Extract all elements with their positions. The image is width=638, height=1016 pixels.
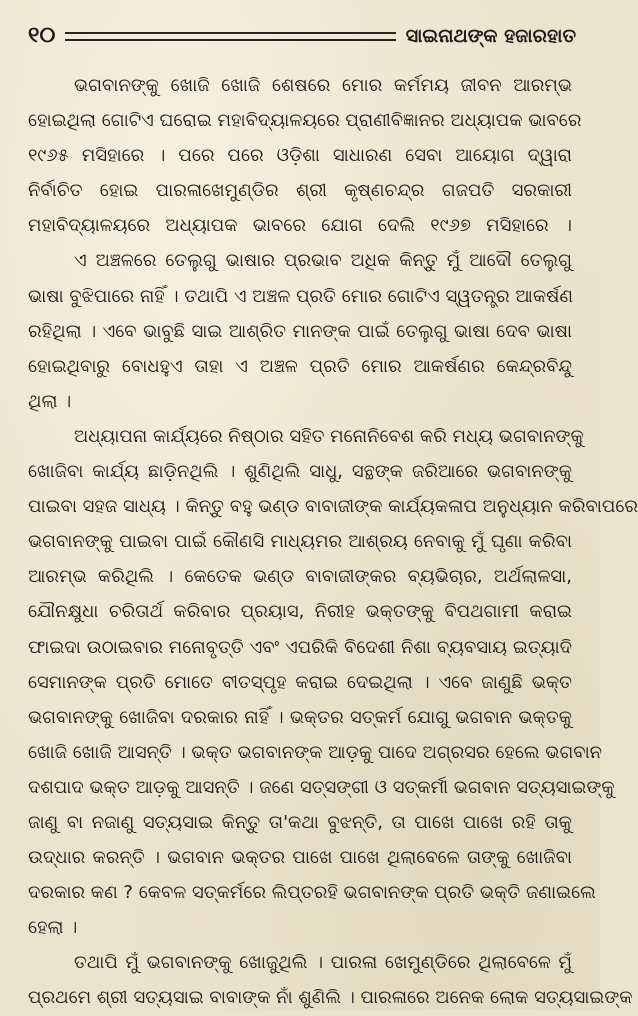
page-header xyxy=(28,18,576,54)
text-line: ଅଧ୍ୟାପନା କାର୍ଯ୍ୟରେ ନିଷ୍ଠାର ସହିତ ମନୋନିବେଶ କରି ମଧ୍ୟ ଭଗବାନଙ୍କୁ xyxy=(74,425,584,447)
text-line: ଯୌନକ୍ଷୁଧା ଚରିତାର୍ଥ କରିବାର ପ୍ରୟାସ, ନିରୀହ ଭକ୍ତଙ୍କୁ ବିପଥଗାମୀ କରାଇ xyxy=(28,601,572,623)
running-title: ସାଇନାଥଙ୍କ ହଜାରହାତ xyxy=(405,25,576,47)
text-line: ଦରକାର କଣ ? କେବଳ ସତ୍‌କର୍ମରେ ଲିପ୍ତରହି ଭଗବାନଙ୍କ ପ୍ରତି ଭକ୍ତି ଜଣାଇଲେ xyxy=(28,882,596,904)
text-line: ଦଶପାଦ ଭକ୍ତ ଆଡ଼କୁ ଆସନ୍ତି । ଜଣେ ସତ୍‌ସଙ୍ଗୀ ଓ ସତ୍‌କର୍ମୀ ଭଗବାନ ସତ୍ୟସାଇଙ୍କୁ xyxy=(28,776,615,798)
text-line: ଖୋଜି ଖୋଜି ଆସନ୍ତି । ଭକ୍ତ ଭଗବାନଙ୍କ ଆଡ଼କୁ ପାଦେ ଅଗ୍ରସର ହେଲେ ଭଗବାନ xyxy=(28,741,603,763)
text-line: ଭଗବାନଙ୍କୁ ଖୋଜିବା ଦରକାର ନାହିଁ । ଭକ୍ତର ସତ୍‌କର୍ମ ଯୋଗୁ ଭଗବାନ ଭକ୍ତକୁ xyxy=(28,706,572,728)
text-line: ଖୋଜିବା କାର୍ଯ୍ୟ ଛାଡ଼ିନଥିଲି । ଶୁଣିଥିଲି ସାଧୁ, ସନ୍ଥଙ୍କ ଜରିଆରେ ଭଗବାନଙ୍କୁ xyxy=(28,461,572,483)
page-number: ୧୦ xyxy=(28,23,56,48)
text-line: ରହିଥିଲା । ଏବେ ଭାବୁଛି ସାଇ ଆଶ୍ରିତ ମାନଙ୍କ ପାଇଁ ତେଲୁଗୁ ଭାଷା ଦେବ ଭାଷା xyxy=(28,320,572,342)
text-line: ଉଦ୍ଧାର କରନ୍ତି । ଭଗବାନ ଭକ୍ତର ପାଖେ ପାଖେ ଥିଲାବେଳେ ତାଙ୍କୁ ଖୋଜିବା xyxy=(28,847,572,869)
text-line: ଏ ଅଞ୍ଚଳରେ ତେଲୁଗୁ ଭାଷାର ପ୍ରଭାବ ଅଧିକ କିନ୍ତୁ ମୁଁ ଆଦୌ ତେଲୁଗୁ xyxy=(74,250,572,272)
text-line: ପାଇବା ସହଜ ସାଧ୍ୟ । କିନ୍ତୁ ବହୁ ଭଣ୍ଡ ବାବାଜୀଙ୍କ କାର୍ଯ୍ୟକଳାପ ଅନୁଧ୍ୟାନ କରିବାପରେ xyxy=(28,496,638,518)
text-line: ଫାଇଦା ଉଠାଇବାର ମନୋବୃତ୍ତି ଏବଂ ଏପରିକି ବିଦେଶୀ ନିଶା ବ୍ୟବସାୟ ଇତ୍ୟାଦି xyxy=(28,636,572,658)
text-line: ପ୍ରଥମେ ଶ୍ରୀ ସତ୍ୟସାଇ ବାବାଙ୍କ ନାଁ ଶୁଣିଲି । ପାରଳାରେ ଅନେକ ଲୋକ ସତ୍ୟସାଇଙ୍କ xyxy=(28,987,633,1009)
text-line: ଭଗବାନଙ୍କୁ ଖୋଜି ଖୋଜି ଶେଷରେ ମୋର କର୍ମମୟ ଜୀବନ ଆରମ୍ଭ xyxy=(74,75,572,96)
text-line: ଜାଣୁ ବା ନଜାଣୁ ସତ୍ୟସାଇ କିନ୍ତୁ ତା'କଥା ବୁଝନ୍ତି, ତା ପାଖେ ପାଖେ ରହି ତାକୁ xyxy=(28,811,572,833)
text-line: ସେମାନଙ୍କ ପ୍ରତି ମୋତେ ବୀତସ୍ପୃହ କରାଇ ଦେଇଥିଲା । ଏବେ ଜାଣୁଛି ଭକ୍ତ xyxy=(28,671,572,693)
text-line: ତଥାପି ମୁଁ ଭଗବାନଙ୍କୁ ଖୋଜୁଥିଲି । ପାରଳା ଖେମୁଣ୍ଡିରେ ଥିଲାବେଳେ ମୁଁ xyxy=(74,952,572,974)
text-line: ହୋଇଥିବାରୁ ବୋଧହୁଏ ତାହା ଏ ଅଞ୍ଚଳ ପ୍ରତି ମୋର ଆକର୍ଷଣର କେନ୍ଦ୍ରବିନ୍ଦୁ xyxy=(28,355,572,377)
text-line: ଆରମ୍ଭ କରିଥିଲି । କେତେକ ଭଣ୍ଡ ବାବାଜୀଙ୍କର ବ୍ୟଭିଚାର, ଅର୍ଥଲାଳସା, xyxy=(28,566,572,588)
header-double-rule xyxy=(65,32,395,41)
text-line: ମହାବିଦ୍ୟାଳୟରେ ଅଧ୍ୟାପକ ଭାବରେ ଯୋଗ ଦେଲି ୧୯୬୭ ମସିହାରେ । xyxy=(28,215,572,237)
text-line: ହେଲା । xyxy=(28,917,78,939)
text-line: ହୋଇଥିଲା ଗୋଟିଏ ଘରୋଇ ମହାବିଦ୍ୟାଳୟରେ ପ୍ରାଣୀବିଜ୍ଞାନର ଅଧ୍ୟାପକ ଭାବରେ xyxy=(28,110,582,132)
text-line: ଭଗବାନଙ୍କୁ ପାଇବା ପାଇଁ କୌଣସି ମାଧ୍ୟମର ଆଶ୍ରୟ ନେବାକୁ ମୁଁ ଘୃଣା କରିବା xyxy=(28,531,572,553)
text-line: ଥିଲା । xyxy=(28,390,72,412)
text-line: ୧୯୬୫ ମସିହାରେ । ପରେ ପରେ ଓଡ଼ିଶା ସାଧାରଣ ସେବା ଆୟୋଗ ଦ୍ୱାରା xyxy=(28,145,572,167)
body-text xyxy=(28,68,638,1016)
text-line: ନିର୍ବାଚିତ ହୋଇ ପାରଳାଖେମୁଣ୍ଡିର ଶ୍ରୀ କୃଷ୍ଣଚନ୍ଦ୍ର ଗଜପତି ସରକାରୀ xyxy=(28,180,572,202)
text-line: ଭାଷା ବୁଝିପାରେ ନାହିଁ । ତଥାପି ଏ ଅଞ୍ଚଳ ପ୍ରତି ମୋର ଗୋଟିଏ ସ୍ୱତନ୍ତ୍ର ଆକର୍ଷଣ xyxy=(28,285,574,307)
